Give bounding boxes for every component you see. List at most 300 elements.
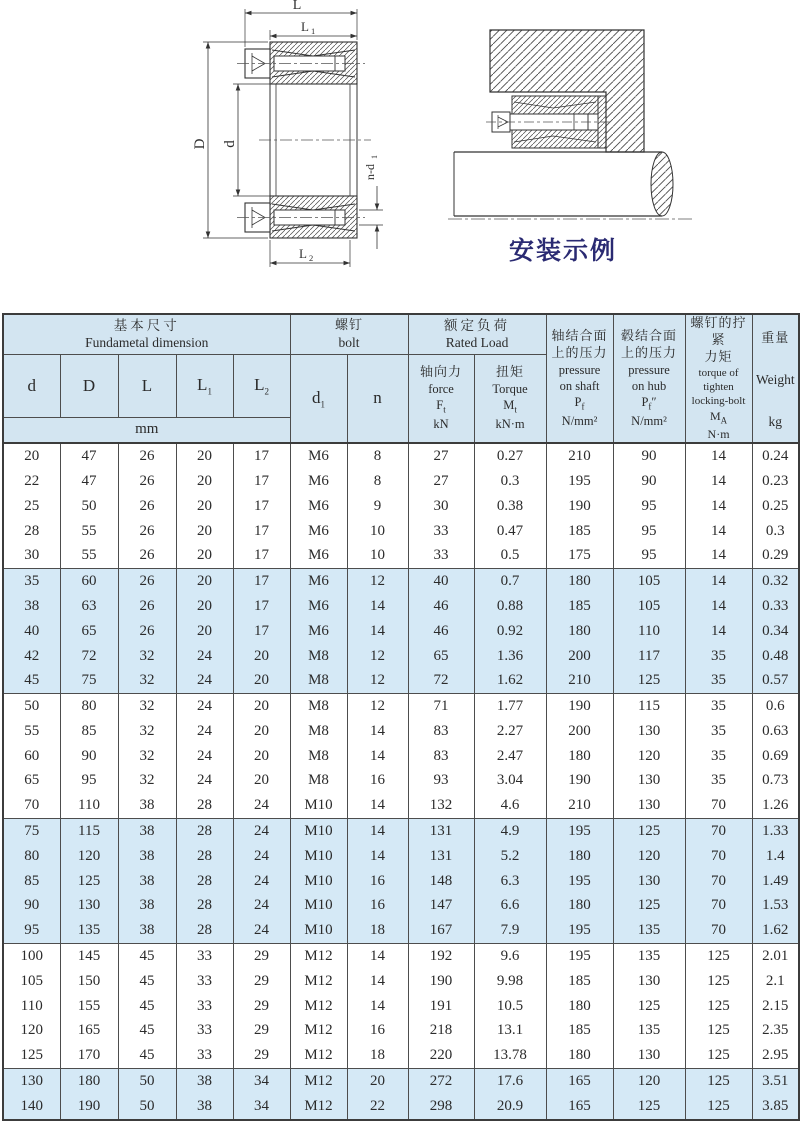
table-cell: 17 bbox=[233, 569, 290, 594]
table-cell: 60 bbox=[3, 744, 60, 769]
table-cell: 180 bbox=[546, 894, 613, 919]
table-cell: 16 bbox=[347, 1019, 408, 1044]
table-cell: 0.24 bbox=[752, 443, 799, 469]
table-cell: 14 bbox=[347, 819, 408, 844]
table-cell: 125 bbox=[613, 1094, 685, 1120]
table-cell: 20 bbox=[233, 668, 290, 693]
table-cell: 12 bbox=[347, 569, 408, 594]
table-cell: 191 bbox=[408, 994, 474, 1019]
dim-L2 bbox=[270, 240, 350, 267]
table-row bbox=[3, 569, 799, 594]
table-cell: 35 bbox=[685, 744, 752, 769]
table-cell: M6 bbox=[290, 469, 347, 494]
table-cell: 12 bbox=[347, 668, 408, 693]
table-cell: 180 bbox=[546, 1043, 613, 1068]
table-cell: 33 bbox=[408, 519, 474, 544]
table-cell: M10 bbox=[290, 869, 347, 894]
table-cell: 46 bbox=[408, 594, 474, 619]
table-cell: M10 bbox=[290, 894, 347, 919]
table-cell: 6.3 bbox=[474, 869, 546, 894]
table-cell: 14 bbox=[347, 944, 408, 969]
table-row bbox=[3, 1094, 799, 1120]
table-cell: 70 bbox=[685, 793, 752, 818]
table-row bbox=[3, 694, 799, 719]
table-cell: M8 bbox=[290, 694, 347, 719]
table-cell: 28 bbox=[176, 819, 233, 844]
installation-caption: 安装示例 bbox=[508, 238, 617, 265]
table-row bbox=[3, 994, 799, 1019]
table-cell: 75 bbox=[60, 668, 118, 693]
table-cell: 20 bbox=[233, 744, 290, 769]
label-L1-sub: 1 bbox=[311, 26, 316, 36]
table-cell: 45 bbox=[118, 994, 176, 1019]
table-cell: 20 bbox=[176, 469, 233, 494]
table-cell: 38 bbox=[118, 793, 176, 818]
table-cell: M12 bbox=[290, 1043, 347, 1068]
table-cell: 9 bbox=[347, 494, 408, 519]
table-cell: 4.9 bbox=[474, 819, 546, 844]
table-cell: 95 bbox=[613, 494, 685, 519]
table-cell: M12 bbox=[290, 1069, 347, 1094]
table-cell: 115 bbox=[60, 819, 118, 844]
table-cell: 65 bbox=[408, 644, 474, 669]
table-cell: 150 bbox=[60, 969, 118, 994]
table-cell: 32 bbox=[118, 769, 176, 794]
table-cell: 93 bbox=[408, 769, 474, 794]
table-cell: 20 bbox=[347, 1069, 408, 1094]
table-cell: 32 bbox=[118, 694, 176, 719]
table-row bbox=[3, 944, 799, 969]
table-cell: 0.3 bbox=[474, 469, 546, 494]
table-cell: 180 bbox=[60, 1069, 118, 1094]
table-cell: 14 bbox=[347, 969, 408, 994]
table-cell: 28 bbox=[176, 793, 233, 818]
table-cell: 24 bbox=[176, 769, 233, 794]
table-cell: 200 bbox=[546, 719, 613, 744]
table-cell: 47 bbox=[60, 469, 118, 494]
table-cell: 24 bbox=[233, 844, 290, 869]
table-cell: 218 bbox=[408, 1019, 474, 1044]
table-cell: M6 bbox=[290, 443, 347, 469]
table-cell: 14 bbox=[685, 543, 752, 568]
table-cell: 0.47 bbox=[474, 519, 546, 544]
table-cell: 75 bbox=[3, 819, 60, 844]
table-cell: 175 bbox=[546, 543, 613, 568]
table-cell: 165 bbox=[60, 1019, 118, 1044]
installation-drawing bbox=[448, 14, 758, 264]
table-cell: 83 bbox=[408, 719, 474, 744]
table-cell: 27 bbox=[408, 443, 474, 469]
table-cell: 27 bbox=[408, 469, 474, 494]
table-cell: 90 bbox=[3, 894, 60, 919]
table-cell: 47 bbox=[60, 443, 118, 469]
table-cell: 26 bbox=[118, 543, 176, 568]
table-row bbox=[3, 543, 799, 568]
table-cell: 125 bbox=[685, 1043, 752, 1068]
header-basic-dimension: 基本尺寸 Fundametal dimension bbox=[3, 314, 290, 354]
table-cell: 6.6 bbox=[474, 894, 546, 919]
table-row bbox=[3, 869, 799, 894]
table-row bbox=[3, 443, 799, 469]
table-cell: 38 bbox=[118, 819, 176, 844]
table-cell: 24 bbox=[176, 719, 233, 744]
label-L1: L bbox=[301, 19, 309, 34]
table-cell: 16 bbox=[347, 869, 408, 894]
table-cell: 190 bbox=[546, 494, 613, 519]
table-cell: 9.98 bbox=[474, 969, 546, 994]
table-cell: 120 bbox=[3, 1019, 60, 1044]
table-cell: 210 bbox=[546, 793, 613, 818]
table-cell: 148 bbox=[408, 869, 474, 894]
table-cell: M6 bbox=[290, 543, 347, 568]
table-cell: 3.51 bbox=[752, 1069, 799, 1094]
table-cell: 38 bbox=[118, 918, 176, 943]
table-cell: 17 bbox=[233, 519, 290, 544]
table-cell: 65 bbox=[60, 619, 118, 644]
table-cell: 28 bbox=[3, 519, 60, 544]
table-cell: 70 bbox=[3, 793, 60, 818]
table-cell: M12 bbox=[290, 1019, 347, 1044]
table-cell: M12 bbox=[290, 969, 347, 994]
table-cell: 20 bbox=[233, 769, 290, 794]
table-cell: 29 bbox=[233, 1043, 290, 1068]
table-cell: 192 bbox=[408, 944, 474, 969]
header-pressure-on-shaft: 轴结合面 上的压力 pressure on shaft $P_f$ N/mm² bbox=[546, 314, 613, 443]
table-cell: 26 bbox=[118, 443, 176, 469]
table-cell: 26 bbox=[118, 619, 176, 644]
table-cell: 17 bbox=[233, 594, 290, 619]
table-cell: 0.33 bbox=[752, 594, 799, 619]
table-cell: 26 bbox=[118, 469, 176, 494]
table-cell: 8 bbox=[347, 469, 408, 494]
table-row bbox=[3, 1019, 799, 1044]
table-cell: 125 bbox=[685, 969, 752, 994]
table-cell: 1.49 bbox=[752, 869, 799, 894]
table-cell: 95 bbox=[3, 918, 60, 943]
table-cell: 20 bbox=[176, 543, 233, 568]
table-cell: 105 bbox=[3, 969, 60, 994]
table-cell: 63 bbox=[60, 594, 118, 619]
table-cell: 70 bbox=[685, 819, 752, 844]
table-cell: 32 bbox=[118, 668, 176, 693]
table-cell: 130 bbox=[613, 1043, 685, 1068]
col-d1: $d_1$ bbox=[290, 354, 347, 443]
table-cell: 30 bbox=[408, 494, 474, 519]
table-cell: M6 bbox=[290, 569, 347, 594]
table-cell: 14 bbox=[347, 994, 408, 1019]
table-cell: 35 bbox=[685, 769, 752, 794]
table-cell: 180 bbox=[546, 569, 613, 594]
table-cell: 38 bbox=[176, 1094, 233, 1120]
table-cell: 195 bbox=[546, 944, 613, 969]
bore-walls bbox=[259, 84, 371, 196]
table-cell: 45 bbox=[118, 1043, 176, 1068]
table-row bbox=[3, 819, 799, 844]
table-cell: 70 bbox=[685, 844, 752, 869]
table-row bbox=[3, 668, 799, 693]
table-cell: 190 bbox=[60, 1094, 118, 1120]
table-cell: 195 bbox=[546, 469, 613, 494]
table-cell: 132 bbox=[408, 793, 474, 818]
table-cell: 45 bbox=[118, 944, 176, 969]
table-cell: 2.01 bbox=[752, 944, 799, 969]
table-cell: 0.92 bbox=[474, 619, 546, 644]
table-cell: 20 bbox=[176, 569, 233, 594]
table-cell: 125 bbox=[3, 1043, 60, 1068]
col-L: L bbox=[118, 354, 176, 417]
table-cell: 180 bbox=[546, 994, 613, 1019]
table-row bbox=[3, 969, 799, 994]
table-cell: 125 bbox=[685, 994, 752, 1019]
table-cell: 20 bbox=[176, 619, 233, 644]
table-cell: 24 bbox=[233, 793, 290, 818]
table-cell: 2.95 bbox=[752, 1043, 799, 1068]
table-cell: M10 bbox=[290, 819, 347, 844]
table-cell: 125 bbox=[613, 894, 685, 919]
table-cell: 32 bbox=[118, 744, 176, 769]
table-cell: 20 bbox=[3, 443, 60, 469]
table-cell: 190 bbox=[546, 694, 613, 719]
table-cell: 125 bbox=[685, 1094, 752, 1120]
table-cell: 28 bbox=[176, 869, 233, 894]
table-cell: 20 bbox=[233, 644, 290, 669]
table-cell: 120 bbox=[613, 1069, 685, 1094]
table-cell: 14 bbox=[685, 519, 752, 544]
table-row bbox=[3, 619, 799, 644]
table-cell: 25 bbox=[3, 494, 60, 519]
table-cell: 33 bbox=[408, 543, 474, 568]
table-cell: 42 bbox=[3, 644, 60, 669]
table-cell: 80 bbox=[3, 844, 60, 869]
label-L2-sub: 2 bbox=[309, 253, 314, 263]
table-cell: 14 bbox=[347, 793, 408, 818]
table-cell: 85 bbox=[3, 869, 60, 894]
table-cell: 24 bbox=[233, 894, 290, 919]
table-cell: 17 bbox=[233, 543, 290, 568]
table-cell: M12 bbox=[290, 994, 347, 1019]
table-cell: 35 bbox=[685, 668, 752, 693]
table-cell: 170 bbox=[60, 1043, 118, 1068]
table-cell: 24 bbox=[176, 668, 233, 693]
table-cell: 26 bbox=[118, 594, 176, 619]
table-cell: 71 bbox=[408, 694, 474, 719]
table-row bbox=[3, 494, 799, 519]
table-cell: 20 bbox=[233, 694, 290, 719]
table-cell: 28 bbox=[176, 918, 233, 943]
table-cell: 14 bbox=[685, 494, 752, 519]
table-cell: 2.15 bbox=[752, 994, 799, 1019]
table-cell: 28 bbox=[176, 894, 233, 919]
table-cell: 20 bbox=[176, 443, 233, 469]
table-row bbox=[3, 744, 799, 769]
table-cell: 1.4 bbox=[752, 844, 799, 869]
table-cell: 130 bbox=[613, 719, 685, 744]
table-cell: 65 bbox=[3, 769, 60, 794]
table-cell: 28 bbox=[176, 844, 233, 869]
table-cell: M8 bbox=[290, 744, 347, 769]
col-L2: $L_2$ bbox=[233, 354, 290, 417]
table-cell: 3.85 bbox=[752, 1094, 799, 1120]
table-cell: 85 bbox=[60, 719, 118, 744]
table-cell: 117 bbox=[613, 644, 685, 669]
table-cell: M8 bbox=[290, 668, 347, 693]
col-L1: $L_1$ bbox=[176, 354, 233, 417]
table-cell: 120 bbox=[613, 744, 685, 769]
table-cell: 55 bbox=[60, 543, 118, 568]
table-cell: 190 bbox=[408, 969, 474, 994]
table-cell: 35 bbox=[685, 694, 752, 719]
table-cell: 1.77 bbox=[474, 694, 546, 719]
table-cell: 20 bbox=[233, 719, 290, 744]
table-cell: 24 bbox=[176, 694, 233, 719]
table-cell: 46 bbox=[408, 619, 474, 644]
table-cell: 34 bbox=[233, 1069, 290, 1094]
table-cell: 110 bbox=[613, 619, 685, 644]
table-cell: 195 bbox=[546, 918, 613, 943]
table-cell: 135 bbox=[60, 918, 118, 943]
table-cell: 29 bbox=[233, 944, 290, 969]
table-cell: 20 bbox=[176, 594, 233, 619]
table-cell: 125 bbox=[613, 668, 685, 693]
table-cell: 145 bbox=[60, 944, 118, 969]
dim-L1 bbox=[270, 19, 357, 40]
header-tighten-torque: 螺钉的拧紧 力矩 torque of tighten locking-bolt $M_A$ N·m bbox=[685, 314, 752, 443]
label-d: d bbox=[222, 140, 238, 148]
table-cell: M10 bbox=[290, 918, 347, 943]
table-cell: 0.3 bbox=[752, 519, 799, 544]
table-cell: 14 bbox=[347, 619, 408, 644]
table-cell: 272 bbox=[408, 1069, 474, 1094]
table-cell: 180 bbox=[546, 619, 613, 644]
col-axial-force: 轴向力 force $F_t$ kN bbox=[408, 354, 474, 443]
table-cell: 5.2 bbox=[474, 844, 546, 869]
table-cell: 72 bbox=[60, 644, 118, 669]
table-row bbox=[3, 1069, 799, 1094]
table-cell: 10.5 bbox=[474, 994, 546, 1019]
table-cell: 0.25 bbox=[752, 494, 799, 519]
table-cell: 45 bbox=[118, 1019, 176, 1044]
table-cell: 0.32 bbox=[752, 569, 799, 594]
table-cell: 0.73 bbox=[752, 769, 799, 794]
table-cell: 167 bbox=[408, 918, 474, 943]
table-cell: 13.78 bbox=[474, 1043, 546, 1068]
table-cell: 45 bbox=[118, 969, 176, 994]
table-cell: M12 bbox=[290, 944, 347, 969]
dim-nd1 bbox=[359, 155, 383, 249]
table-cell: 7.9 bbox=[474, 918, 546, 943]
table-cell: 17 bbox=[233, 469, 290, 494]
table-cell: 130 bbox=[60, 894, 118, 919]
table-cell: 26 bbox=[118, 569, 176, 594]
table-cell: M6 bbox=[290, 519, 347, 544]
label-nd1: n-d bbox=[363, 164, 377, 180]
table-cell: 38 bbox=[3, 594, 60, 619]
col-n: n bbox=[347, 354, 408, 443]
table-cell: 24 bbox=[176, 644, 233, 669]
col-D: D bbox=[60, 354, 118, 417]
table-cell: 32 bbox=[118, 719, 176, 744]
col-d: d bbox=[3, 354, 60, 417]
table-cell: 1.26 bbox=[752, 793, 799, 818]
table-cell: 140 bbox=[3, 1094, 60, 1120]
table-cell: 33 bbox=[176, 969, 233, 994]
table-cell: 17 bbox=[233, 619, 290, 644]
table-row bbox=[3, 469, 799, 494]
table-cell: 125 bbox=[685, 944, 752, 969]
table-cell: 0.38 bbox=[474, 494, 546, 519]
table-cell: 90 bbox=[613, 443, 685, 469]
header-bolt: 螺钉 bolt bbox=[290, 314, 408, 354]
table-cell: 26 bbox=[118, 494, 176, 519]
table-cell: 0.63 bbox=[752, 719, 799, 744]
header-weight: 重量 Weight kg bbox=[752, 314, 799, 443]
table-cell: 32 bbox=[118, 644, 176, 669]
table-row bbox=[3, 918, 799, 943]
table-cell: 50 bbox=[118, 1094, 176, 1120]
table-cell: 0.69 bbox=[752, 744, 799, 769]
table-row bbox=[3, 719, 799, 744]
table-row bbox=[3, 1043, 799, 1068]
table-cell: 165 bbox=[546, 1094, 613, 1120]
table-cell: 17 bbox=[233, 494, 290, 519]
table-cell: 9.6 bbox=[474, 944, 546, 969]
table-cell: 130 bbox=[3, 1069, 60, 1094]
table-cell: 0.5 bbox=[474, 543, 546, 568]
table-cell: 185 bbox=[546, 594, 613, 619]
table-cell: 125 bbox=[613, 994, 685, 1019]
table-cell: 1.53 bbox=[752, 894, 799, 919]
table-cell: 80 bbox=[60, 694, 118, 719]
table-cell: 29 bbox=[233, 969, 290, 994]
label-L: L bbox=[292, 0, 302, 13]
table-cell: 0.27 bbox=[474, 443, 546, 469]
table-cell: 35 bbox=[3, 569, 60, 594]
table-cell: 125 bbox=[60, 869, 118, 894]
table-cell: 147 bbox=[408, 894, 474, 919]
table-cell: M6 bbox=[290, 494, 347, 519]
table-cell: 17.6 bbox=[474, 1069, 546, 1094]
table-cell: 135 bbox=[613, 1019, 685, 1044]
table-row bbox=[3, 844, 799, 869]
table-cell: 12 bbox=[347, 694, 408, 719]
table-cell: 26 bbox=[118, 519, 176, 544]
table-cell: 120 bbox=[60, 844, 118, 869]
table-cell: 70 bbox=[685, 869, 752, 894]
table-cell: 0.23 bbox=[752, 469, 799, 494]
table-cell: 1.62 bbox=[752, 918, 799, 943]
table-cell: 125 bbox=[613, 819, 685, 844]
table-cell: 190 bbox=[546, 769, 613, 794]
table-cell: 16 bbox=[347, 894, 408, 919]
table-cell: 131 bbox=[408, 844, 474, 869]
table-cell: 20.9 bbox=[474, 1094, 546, 1120]
table-cell: 33 bbox=[176, 944, 233, 969]
table-cell: 70 bbox=[685, 894, 752, 919]
table-cell: 220 bbox=[408, 1043, 474, 1068]
table-cell: 34 bbox=[233, 1094, 290, 1120]
table-cell: 195 bbox=[546, 869, 613, 894]
table-cell: 45 bbox=[3, 668, 60, 693]
table-cell: 38 bbox=[118, 894, 176, 919]
table-cell: 13.1 bbox=[474, 1019, 546, 1044]
table-cell: 70 bbox=[685, 918, 752, 943]
table-cell: 33 bbox=[176, 994, 233, 1019]
locking-assembly bbox=[486, 96, 612, 148]
upper-collar-section bbox=[270, 42, 357, 84]
shaft-end-face bbox=[651, 152, 673, 216]
table-cell: 2.27 bbox=[474, 719, 546, 744]
table-cell: 38 bbox=[176, 1069, 233, 1094]
